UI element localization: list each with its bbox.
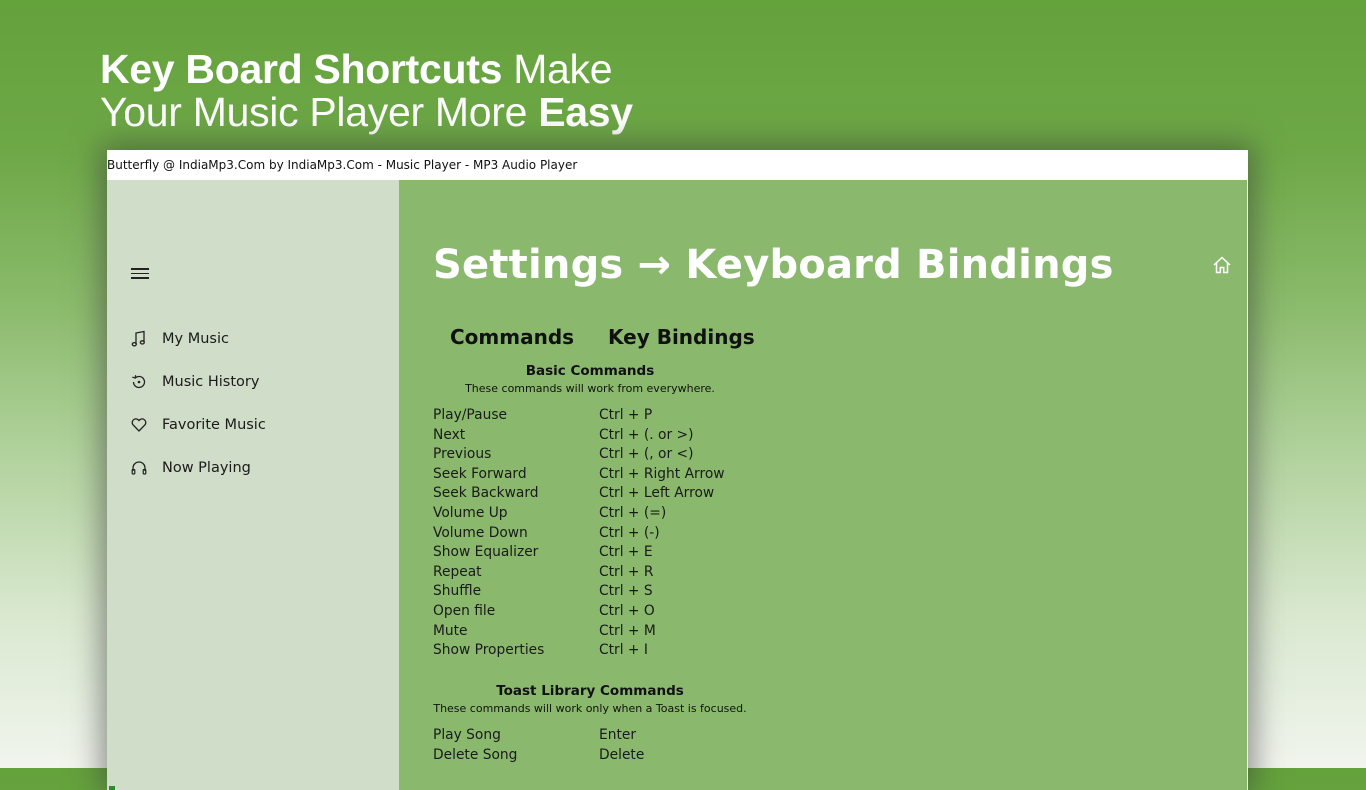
- command-cell: Shuffle: [433, 583, 482, 600]
- command-cell: Volume Up: [433, 504, 508, 521]
- table-row: [433, 427, 725, 447]
- page-title: Settings → Keyboard Bindings: [433, 242, 1114, 288]
- sidebar-item-label: Music History: [162, 374, 260, 390]
- section-title-toast: Toast Library Commands: [496, 683, 684, 699]
- window-title: Butterfly @ IndiaMp3.Com by IndiaMp3.Com - Music Player - MP3 Audio Player: [107, 158, 578, 172]
- command-cell: Volume Down: [433, 524, 528, 541]
- binding-cell: Ctrl + P: [599, 407, 653, 423]
- app-window: [107, 150, 1248, 790]
- headphones-icon: [129, 458, 149, 478]
- sidebar-item-label: Now Playing: [162, 460, 251, 476]
- binding-list-toast: [433, 727, 644, 766]
- main-content: [399, 180, 1247, 790]
- sidebar-item-now-playing[interactable]: [129, 456, 251, 480]
- binding-cell: Ctrl + E: [599, 544, 653, 561]
- heart-icon: [129, 415, 149, 435]
- table-row: [433, 466, 725, 486]
- section-title-basic: Basic Commands: [525, 363, 655, 379]
- promo-line-2-bold: Easy: [538, 89, 633, 135]
- command-cell: Mute: [433, 622, 468, 639]
- sidebar-item-favorite-music[interactable]: [129, 413, 266, 437]
- column-header-commands: Commands: [450, 325, 575, 349]
- binding-cell: Ctrl + O: [599, 602, 655, 619]
- binding-cell: Ctrl + (, or <): [599, 446, 694, 463]
- command-cell: Delete Song: [433, 746, 518, 763]
- promo-headline: [100, 48, 633, 134]
- promo-line-1: [100, 48, 633, 91]
- table-row: [433, 525, 725, 545]
- command-cell: Repeat: [433, 563, 482, 580]
- home-icon[interactable]: [1211, 254, 1233, 276]
- sidebar-item-label: My Music: [162, 331, 229, 347]
- binding-cell: Delete: [599, 746, 645, 763]
- binding-cell: Ctrl + Left Arrow: [599, 485, 715, 502]
- table-row: [433, 564, 725, 584]
- sidebar-item-my-music[interactable]: [129, 327, 229, 351]
- command-cell: Show Equalizer: [433, 544, 539, 561]
- command-cell: Next: [433, 426, 466, 443]
- binding-list-basic: [433, 407, 725, 662]
- binding-cell: Ctrl + (. or >): [599, 426, 694, 443]
- binding-cell: Ctrl + M: [599, 622, 656, 639]
- table-row: [433, 603, 725, 623]
- history-icon: [129, 372, 149, 392]
- status-indicator: [109, 786, 115, 790]
- promo-line-2: [100, 91, 633, 134]
- table-row: [433, 583, 725, 603]
- section-subtitle-basic: These commands will work from everywhere.: [465, 382, 715, 395]
- table-row: [433, 544, 725, 564]
- binding-cell: Ctrl + (-): [599, 524, 660, 541]
- sidebar: [107, 180, 399, 790]
- promo-line-1-bold: Key Board Shortcuts: [100, 46, 503, 92]
- promo-line-1-rest: Make: [502, 46, 613, 92]
- command-cell: Seek Forward: [433, 465, 527, 482]
- table-row: [433, 747, 644, 767]
- binding-cell: Ctrl + S: [599, 583, 653, 600]
- binding-cell: Ctrl + (=): [599, 504, 667, 521]
- hamburger-icon[interactable]: [131, 268, 149, 280]
- table-row: [433, 485, 725, 505]
- command-cell: Open file: [433, 602, 496, 619]
- table-row: [433, 407, 725, 427]
- music-note-icon: [129, 329, 149, 349]
- promo-line-2-rest: Your Music Player More: [100, 89, 539, 135]
- command-cell: Seek Backward: [433, 485, 539, 502]
- command-cell: Play/Pause: [433, 407, 507, 423]
- command-cell: Show Properties: [433, 642, 545, 659]
- sidebar-item-music-history[interactable]: [129, 370, 259, 394]
- table-row: [433, 642, 725, 662]
- section-subtitle-toast: These commands will work only when a Toast is focused.: [433, 702, 747, 715]
- table-row: [433, 446, 725, 466]
- binding-cell: Ctrl + I: [599, 642, 648, 659]
- binding-cell: Ctrl + Right Arrow: [599, 465, 725, 482]
- binding-cell: Ctrl + R: [599, 563, 654, 580]
- table-row: [433, 623, 725, 643]
- column-header-key-bindings: Key Bindings: [608, 325, 755, 349]
- table-row: [433, 727, 644, 747]
- command-cell: Play Song: [433, 727, 501, 743]
- binding-cell: Enter: [599, 727, 637, 743]
- command-cell: Previous: [433, 446, 492, 463]
- table-row: [433, 505, 725, 525]
- window-titlebar[interactable]: [107, 150, 1248, 180]
- sidebar-item-label: Favorite Music: [162, 417, 266, 433]
